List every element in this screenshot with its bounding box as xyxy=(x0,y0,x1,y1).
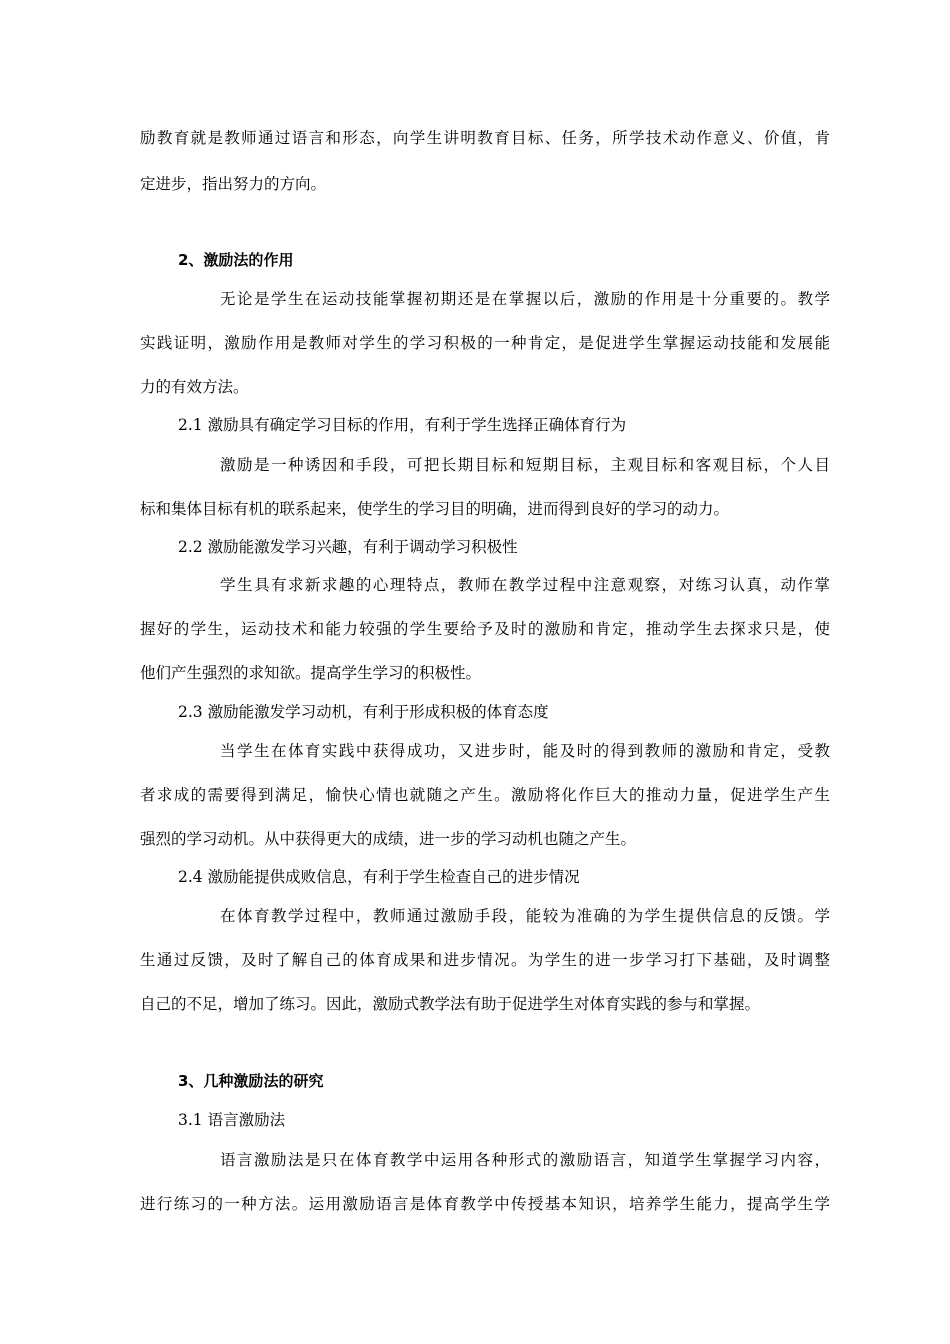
section-3-heading: 3、几种激励法的研究 xyxy=(178,1072,324,1090)
subsection-2-2-line-2: 握好的学生，运动技术和能力较强的学生要给予及时的激励和肯定，推动学生去探求只是，使 xyxy=(140,620,830,638)
subsection-3-1-line-1: 语言激励法是只在体育教学中运用各种形式的激励语言，知道学生掌握学习内容， xyxy=(220,1151,830,1169)
subsection-2-2-line-3: 他们产生强烈的求知欲。提高学生学习的积极性。 xyxy=(140,664,482,682)
intro-line-1: 励教育就是教师通过语言和形态，向学生讲明教育目标、任务，所学技术动作意义、价值，肯 xyxy=(140,129,830,147)
subsection-2-3-line-3: 强烈的学习动机。从中获得更大的成绩，进一步的学习动机也随之产生。 xyxy=(140,830,637,848)
subsection-2-1-title: 2.1 激励具有确定学习目标的作用，有利于学生选择正确体育行为 xyxy=(178,416,627,434)
subsection-2-3-line-1: 当学生在体育实践中获得成功，又进步时，能及时的得到教师的激励和肯定，受教 xyxy=(220,742,830,760)
subsection-2-4-line-2: 生通过反馈，及时了解自己的体育成果和进步情况。为学生的进一步学习打下基础，及时调整 xyxy=(140,951,830,969)
subsection-2-2-line-1: 学生具有求新求趣的心理特点，教师在教学过程中注意观察，对练习认真，动作掌 xyxy=(220,576,830,594)
subsection-2-3-title: 2.3 激励能激发学习动机，有利于形成积极的体育态度 xyxy=(178,703,549,721)
section-2-para-line-3: 力的有效方法。 xyxy=(140,378,249,396)
section-2-heading: 2、激励法的作用 xyxy=(178,251,294,269)
subsection-2-4-title: 2.4 激励能提供成败信息，有利于学生检查自己的进步情况 xyxy=(178,868,580,886)
subsection-2-1-line-1: 激励是一种诱因和手段，可把长期目标和短期目标，主观目标和客观目标，个人目 xyxy=(220,456,830,474)
subsection-2-2-title: 2.2 激励能激发学习兴趣，有利于调动学习积极性 xyxy=(178,538,518,556)
subsection-2-1-line-2: 标和集体目标有机的联系起来，使学生的学习目的明确，进而得到良好的学习的动力。 xyxy=(140,500,730,518)
subsection-2-4-line-1: 在体育教学过程中，教师通过激励手段，能较为准确的为学生提供信息的反馈。学 xyxy=(220,907,830,925)
section-2-para-line-1: 无论是学生在运动技能掌握初期还是在掌握以后，激励的作用是十分重要的。教学 xyxy=(220,290,830,308)
intro-line-2: 定进步，指出努力的方向。 xyxy=(140,175,327,193)
section-2-para-line-2: 实践证明，激励作用是教师对学生的学习积极的一种肯定，是促进学生掌握运动技能和发展能 xyxy=(140,334,830,352)
subsection-3-1-title: 3.1 语言激励法 xyxy=(178,1111,286,1129)
subsection-2-3-line-2: 者求成的需要得到满足，愉快心情也就随之产生。激励将化作巨大的推动力量，促进学生产生 xyxy=(140,786,830,804)
subsection-3-1-line-2: 进行练习的一种方法。运用激励语言是体育教学中传授基本知识，培养学生能力，提高学生学 xyxy=(140,1195,830,1213)
subsection-2-4-line-3: 自己的不足，增加了练习。因此，激励式教学法有助于促进学生对体育实践的参与和掌握。 xyxy=(140,995,761,1013)
